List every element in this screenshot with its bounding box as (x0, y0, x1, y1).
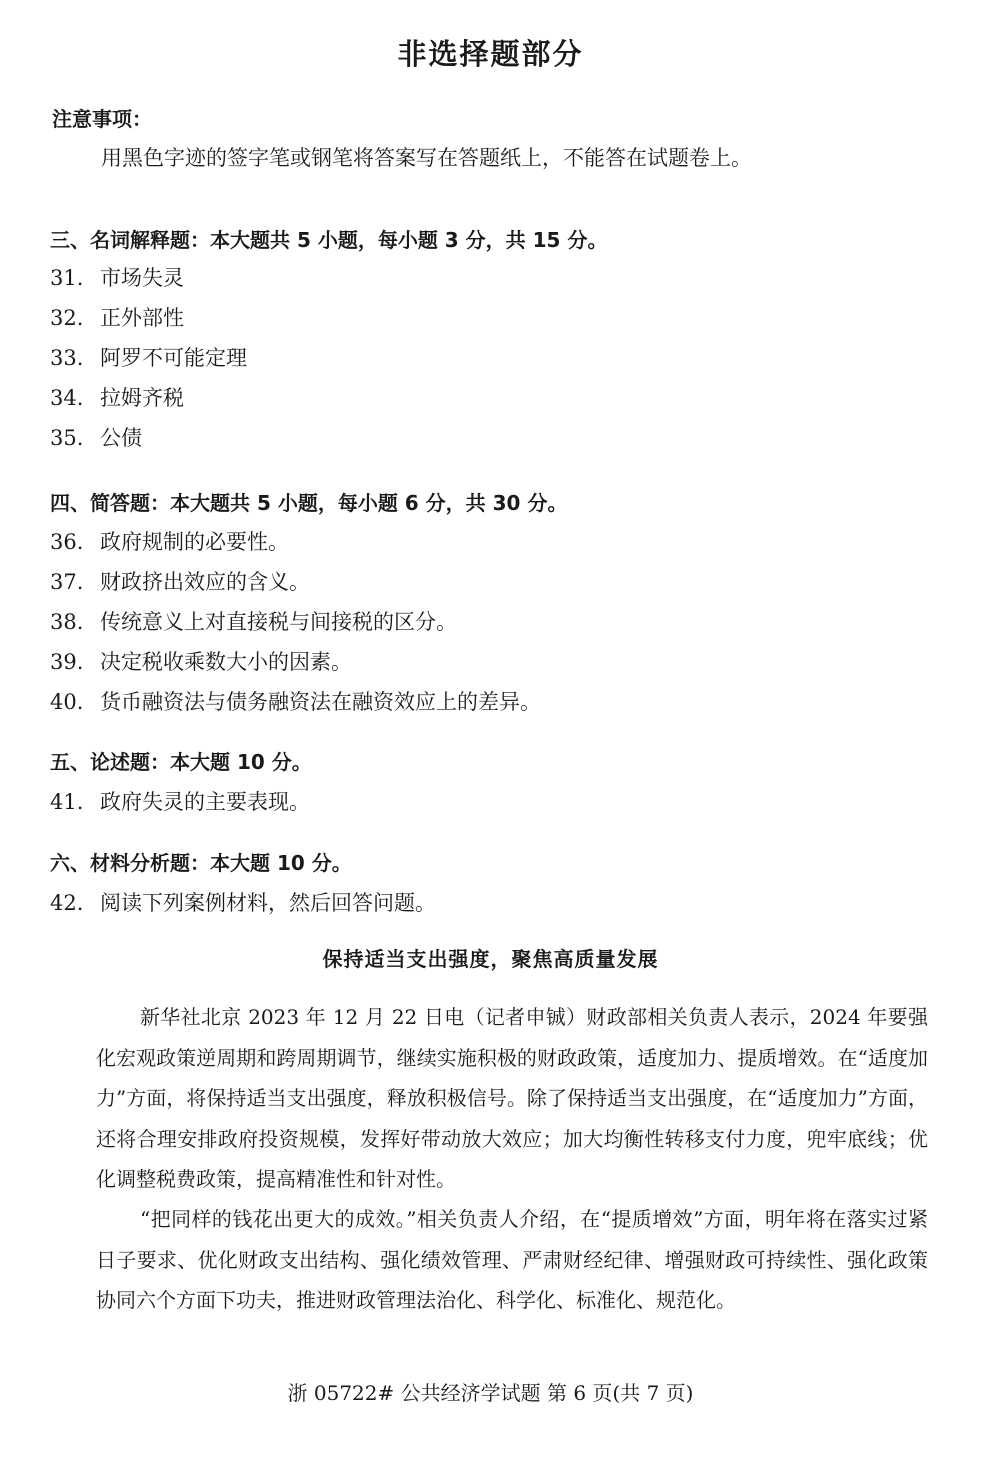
question-text: 阅读下列案例材料，然后回答问题。 (100, 891, 436, 915)
question-item (50, 526, 289, 556)
question-text: 货币融资法与债务融资法在融资效应上的差异。 (100, 690, 541, 714)
question-item (50, 302, 184, 332)
question-item (50, 422, 142, 452)
question-number: 37. (50, 570, 84, 594)
question-text: 传统意义上对直接税与间接税的区分。 (100, 610, 457, 634)
question-item (50, 606, 457, 636)
question-item (50, 342, 247, 372)
article-paragraph: “把同样的钱花出更大的成效。”相关负责人介绍，在“提质增效”方面，明年将在落实过紧日子要求、优化财政支出结构、强化绩效管理、严肃财经纪律、增强财政可持续性、强化政策协同六个方面下功夫，推进财政管理法治化、科学化、标准化、规范化。 (96, 1207, 928, 1312)
section-4-heading: 四、简答题：本大题共 5 小题，每小题 6 分，共 30 分。 (50, 491, 568, 515)
question-number: 31. (50, 266, 84, 290)
question-text: 市场失灵 (100, 266, 184, 290)
section-3-heading: 三、名词解释题：本大题共 5 小题，每小题 3 分，共 15 分。 (50, 228, 608, 252)
article-title: 保持适当支出强度，聚焦高质量发展 (322, 947, 659, 971)
question-text: 财政挤出效应的含义。 (100, 570, 310, 594)
question-number: 32. (50, 306, 84, 330)
question-item (50, 686, 541, 716)
question-text: 决定税收乘数大小的因素。 (100, 650, 352, 674)
question-item (50, 646, 352, 676)
question-item (50, 887, 436, 917)
question-number: 34. (50, 386, 84, 410)
section-6-heading: 六、材料分析题：本大题 10 分。 (50, 851, 352, 875)
question-item (50, 786, 310, 816)
question-number: 36. (50, 530, 84, 554)
part-title: 非选择题部分 (397, 37, 584, 71)
question-number: 40. (50, 690, 84, 714)
question-text: 政府失灵的主要表现。 (100, 790, 310, 814)
question-number: 38. (50, 610, 84, 634)
question-number: 42. (50, 891, 84, 915)
question-text: 阿罗不可能定理 (100, 346, 247, 370)
question-item (50, 382, 184, 412)
question-item (50, 566, 310, 596)
section-5-heading: 五、论述题：本大题 10 分。 (50, 750, 312, 774)
question-text: 政府规制的必要性。 (100, 530, 289, 554)
question-text: 公债 (100, 426, 142, 450)
question-number: 41. (50, 790, 84, 814)
question-text: 正外部性 (100, 306, 184, 330)
notice-heading: 注意事项： (52, 107, 152, 131)
question-number: 39. (50, 650, 84, 674)
notice-text: 用黑色字迹的签字笔或钢笔将答案写在答题纸上，不能答在试题卷上。 (101, 146, 752, 170)
question-text: 拉姆齐税 (100, 386, 184, 410)
article-paragraph: 新华社北京 2023 年 12 月 22 日电（记者申铖）财政部相关负责人表示，2024 年要强化宏观政策逆周期和跨周期调节，继续实施积极的财政政策，适度加力、提质增效。在“适度加力”方面，将保持适当支出强度，释放积极信号。除了保持适当支出强度，在“适度加力”方面，还将合理安排政府投资规模，发挥好带动放大效应；加大均衡性转移支付力度，兜牢底线；优化调整税费政策，提高精准性和针对性。 (96, 1005, 928, 1191)
question-item (50, 262, 184, 292)
page-footer: 浙 05722# 公共经济学试题 第 6 页(共 7 页) (287, 1381, 694, 1405)
question-number: 35. (50, 426, 84, 450)
question-number: 33. (50, 346, 84, 370)
